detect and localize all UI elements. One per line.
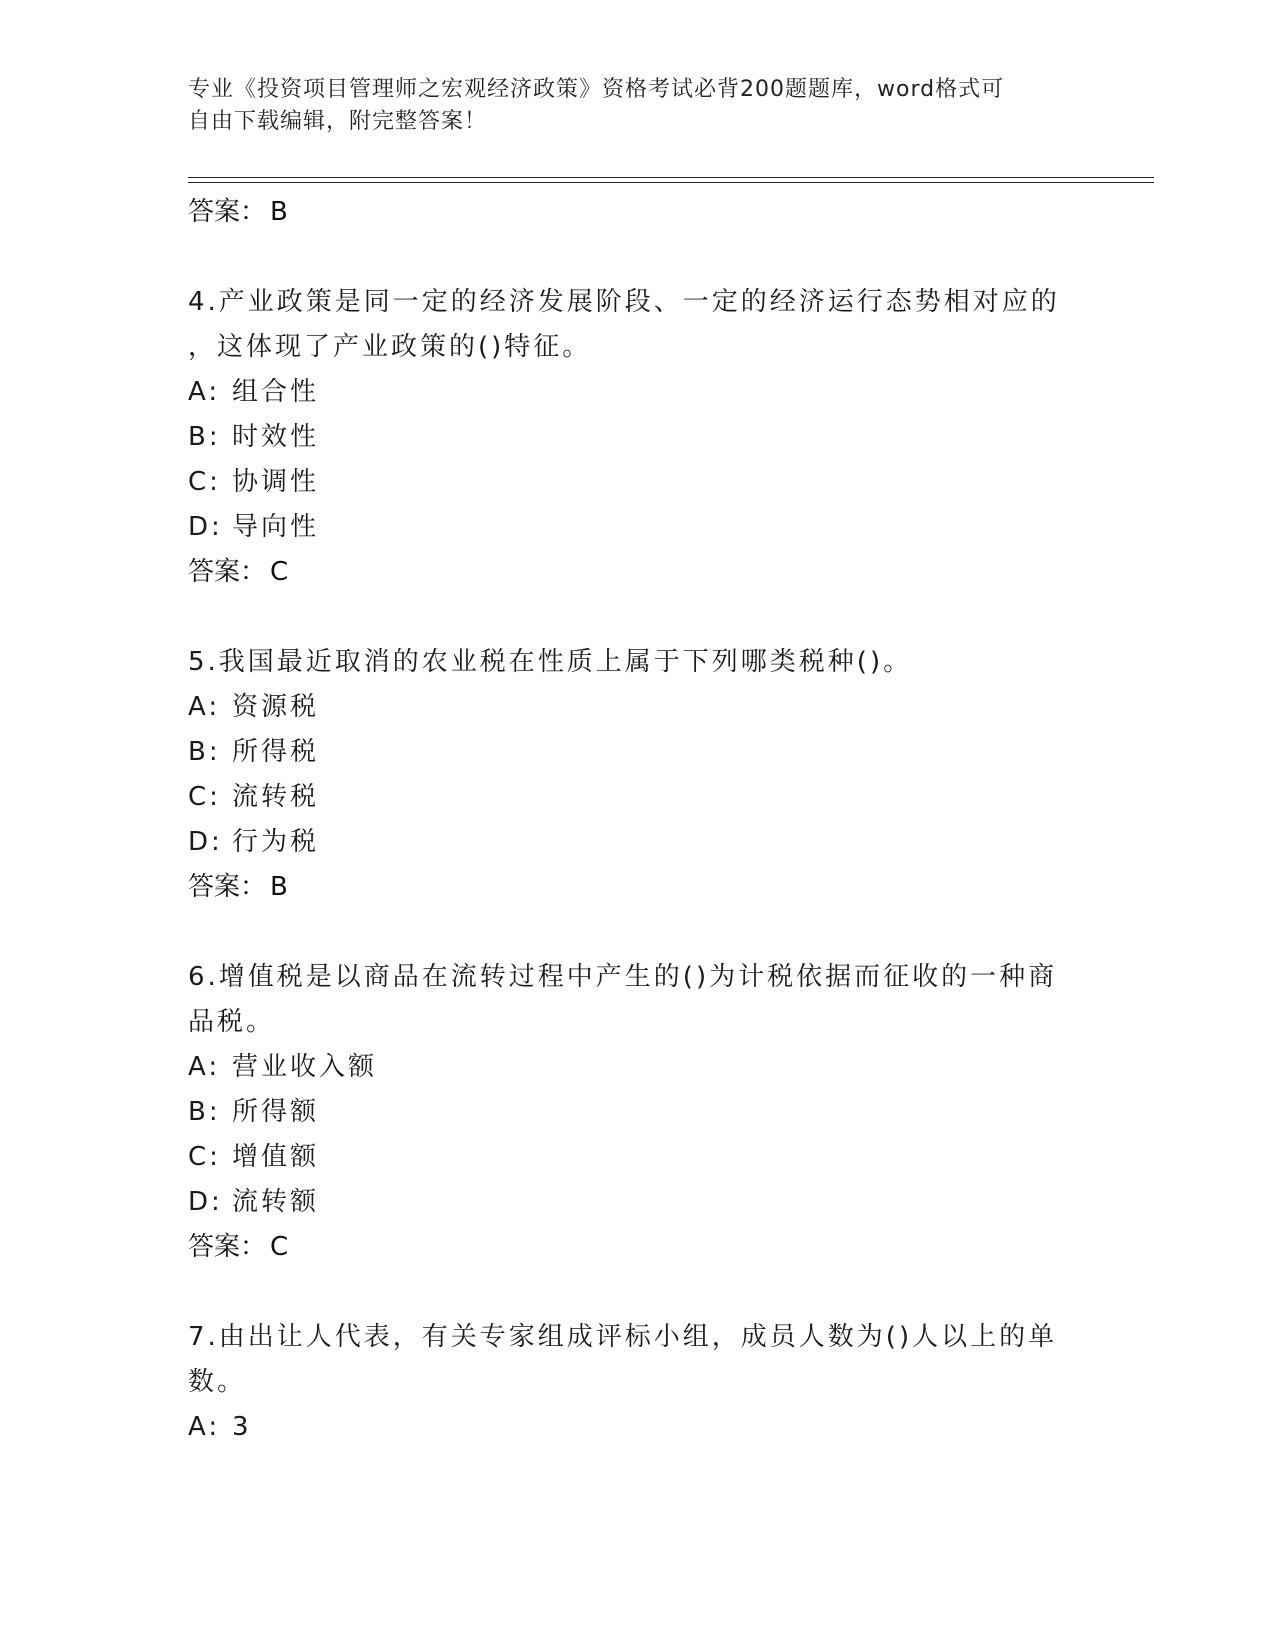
answer-line — [188, 190, 1088, 235]
option-letter: A: — [188, 1052, 221, 1082]
option-letter: B: — [188, 1097, 221, 1127]
answer-line — [188, 1225, 1088, 1270]
option-a — [188, 685, 1088, 730]
answer-label: 答案： — [188, 872, 267, 902]
option-c — [188, 460, 1088, 505]
option-text: 导向性 — [232, 512, 320, 542]
answer-value: C — [270, 557, 289, 587]
question-block — [188, 640, 1088, 910]
question-stem — [188, 1315, 1088, 1405]
option-text: 所得额 — [232, 1097, 320, 1127]
option-text: 协调性 — [232, 467, 320, 497]
option-d — [188, 820, 1088, 865]
option-text: 所得税 — [232, 737, 320, 767]
option-letter: D: — [188, 512, 223, 542]
question-block — [188, 955, 1088, 1270]
question-stem-line: 7.由出让人代表，有关专家组成评标小组，成员人数为()人以上的单 — [188, 1322, 1058, 1352]
option-letter: C: — [188, 1142, 221, 1172]
question-block — [188, 280, 1088, 595]
answer-value: B — [270, 872, 288, 902]
option-text: 时效性 — [232, 422, 320, 452]
document-header — [188, 74, 1088, 138]
question-stem-line: 4.产业政策是同一定的经济发展阶段、一定的经济运行态势相对应的 — [188, 287, 1060, 317]
option-text: 行为税 — [232, 827, 320, 857]
option-a — [188, 1405, 1088, 1450]
option-letter: A: — [188, 692, 221, 722]
option-c — [188, 775, 1088, 820]
option-letter: D: — [188, 1187, 223, 1217]
option-b — [188, 1090, 1088, 1135]
option-d — [188, 1180, 1088, 1225]
question-stem-line: ，这体现了产业政策的()特征。 — [188, 332, 592, 362]
option-c — [188, 1135, 1088, 1180]
option-text: 3 — [232, 1412, 252, 1442]
option-a — [188, 1045, 1088, 1090]
question-stem-line: 6.增值税是以商品在流转过程中产生的()为计税依据而征收的一种商 — [188, 962, 1058, 992]
option-text: 增值额 — [232, 1142, 320, 1172]
question-stem — [188, 280, 1088, 370]
header-divider-top — [188, 177, 1154, 178]
answer-line — [188, 865, 1088, 910]
question-stem-line: 5.我国最近取消的农业税在性质上属于下列哪类税种()。 — [188, 647, 913, 677]
option-text: 组合性 — [232, 377, 320, 407]
option-b — [188, 415, 1088, 460]
option-d — [188, 505, 1088, 550]
answer-label: 答案： — [188, 197, 267, 227]
header-line-2: 自由下载编辑，附完整答案！ — [188, 109, 488, 134]
answer-label: 答案： — [188, 1232, 267, 1262]
option-text: 营业收入额 — [232, 1052, 378, 1082]
option-text: 流转额 — [232, 1187, 320, 1217]
option-letter: C: — [188, 467, 221, 497]
header-line-1: 专业《投资项目管理师之宏观经济政策》资格考试必背200题题库，word格式可 — [188, 77, 1005, 102]
question-stem — [188, 955, 1088, 1045]
answer-line — [188, 550, 1088, 595]
answer-value: C — [270, 1232, 289, 1262]
option-letter: A: — [188, 1412, 221, 1442]
option-text: 资源税 — [232, 692, 320, 722]
answer-label: 答案： — [188, 557, 267, 587]
answer-value: B — [270, 197, 288, 227]
document-content — [188, 190, 1088, 1450]
option-letter: A: — [188, 377, 221, 407]
option-a — [188, 370, 1088, 415]
question-stem — [188, 640, 1088, 685]
option-letter: D: — [188, 827, 223, 857]
header-divider-bottom — [188, 182, 1154, 183]
option-letter: C: — [188, 782, 221, 812]
option-letter: B: — [188, 737, 221, 767]
option-b — [188, 730, 1088, 775]
option-text: 流转税 — [232, 782, 320, 812]
question-stem-line: 数。 — [188, 1367, 247, 1397]
question-block — [188, 1315, 1088, 1450]
option-letter: B: — [188, 422, 221, 452]
question-stem-line: 品税。 — [188, 1007, 276, 1037]
